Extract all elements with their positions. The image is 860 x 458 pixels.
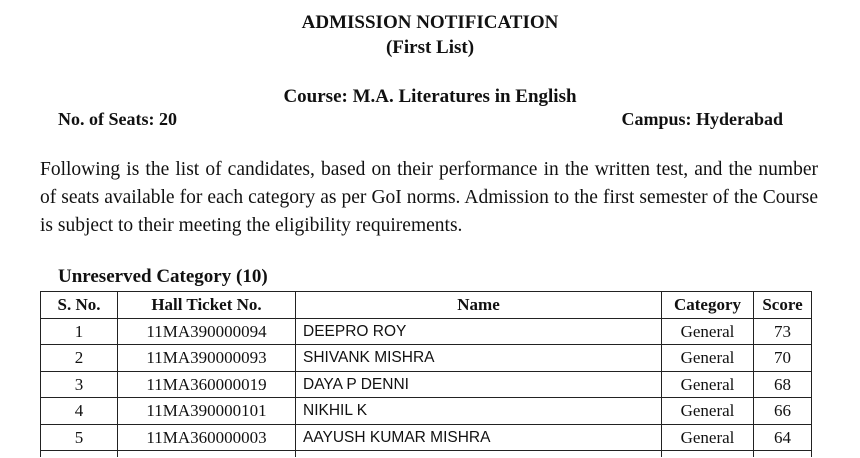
cut-cell: [41, 451, 118, 458]
document-title: ADMISSION NOTIFICATION: [301, 12, 559, 33]
row-sno: 5: [41, 424, 118, 451]
category-heading: Unreserved Category (10): [58, 266, 268, 287]
table-header-row: [41, 292, 812, 319]
row-category: General: [662, 398, 754, 425]
row-sno: 2: [41, 345, 118, 372]
row-name: DAYA P DENNI: [296, 371, 662, 398]
row-score: 64: [754, 424, 812, 451]
table-row: [41, 398, 812, 425]
header-name: Name: [296, 292, 662, 319]
row-score: 68: [754, 371, 812, 398]
row-ticket: 11MA360000003: [118, 424, 296, 451]
row-category: General: [662, 345, 754, 372]
candidates-table: [40, 291, 812, 457]
row-ticket: 11MA390000093: [118, 345, 296, 372]
row-category: General: [662, 371, 754, 398]
row-ticket: 11MA360000019: [118, 371, 296, 398]
table-row: [41, 345, 812, 372]
row-name: NIKHIL K: [296, 398, 662, 425]
cut-cell: [118, 451, 296, 458]
course-name: Course: M.A. Literatures in English: [283, 86, 577, 107]
header-score: Score: [754, 292, 812, 319]
row-name: DEEPRO ROY: [296, 318, 662, 345]
table-row: [41, 424, 812, 451]
header-hall-ticket: Hall Ticket No.: [118, 292, 296, 319]
campus-name: Campus: Hyderabad: [621, 109, 783, 129]
row-score: 70: [754, 345, 812, 372]
header-sno: S. No.: [41, 292, 118, 319]
row-category: General: [662, 318, 754, 345]
seats-count: No. of Seats: 20: [58, 109, 177, 129]
table-row: [41, 371, 812, 398]
header-category: Category: [662, 292, 754, 319]
cut-cell: [754, 451, 812, 458]
table-row-cut-off: [41, 451, 812, 458]
cut-cell: [662, 451, 754, 458]
row-score: 73: [754, 318, 812, 345]
cut-cell: [296, 451, 662, 458]
row-ticket: 11MA390000101: [118, 398, 296, 425]
row-sno: 4: [41, 398, 118, 425]
row-name: AAYUSH KUMAR MISHRA: [296, 424, 662, 451]
row-sno: 1: [41, 318, 118, 345]
table-row: [41, 318, 812, 345]
document-subtitle: (First List): [385, 37, 475, 58]
intro-paragraph: Following is the list of candidates, based on their performance in the written test, and the number of seats available for each category as per GoI norms. Admission to the first semester of the Course is subject to their meeting the eligibility requirements.: [40, 159, 818, 236]
row-name: SHIVANK MISHRA: [296, 345, 662, 372]
row-sno: 3: [41, 371, 118, 398]
row-ticket: 11MA390000094: [118, 318, 296, 345]
row-score: 66: [754, 398, 812, 425]
row-category: General: [662, 424, 754, 451]
